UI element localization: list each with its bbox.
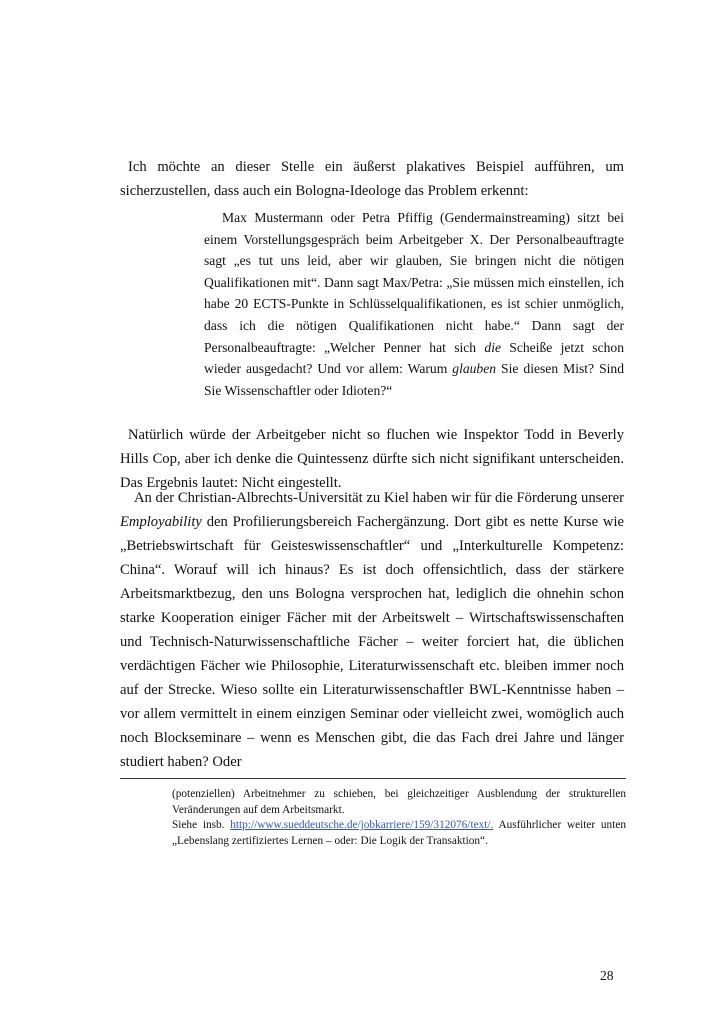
quote-emphasis-die: die <box>484 339 501 355</box>
footnote-divider <box>120 778 626 779</box>
paragraph-2: Natürlich würde der Arbeitgeber nicht so fluchen wie Inspektor Todd in Beverly Hills Cop, aber ich denke die Quintessenz dürfte sich nicht signifikant unterscheiden. Das Ergebnis lautet: Nicht eingestellt. <box>120 427 624 491</box>
footnote-prefix: Siehe insb. <box>172 819 231 831</box>
quote-text-3: Sie diesen Mist? Sind Sie Wissenschaftler oder Idioten?“ <box>204 361 624 398</box>
paragraph-3 <box>120 486 624 774</box>
quote-text-2: Scheiße jetzt schon wieder ausgedacht? Und vor allem: Warum <box>204 339 624 377</box>
sueddeutsche-link[interactable]: http://www.sueddeutsche.de/jobkarriere/159/312076/text/. <box>230 819 494 831</box>
footnote-reference <box>172 818 626 849</box>
quote-emphasis-glauben: glauben <box>452 361 497 377</box>
footnote-suffix: Ausführlicher weiter unten „Lebenslang zertifiziertes Lernen – oder: Die Logik der Transaktion“. <box>172 819 627 847</box>
paragraph-3-text-2: den Profilierungsbereich Fachergänzung. Dort gibt es nette Kurse wie „Betriebswirtschaft für Geisteswissenschaftler“ und „Interkulturelle Kompetenz: China“. Worauf will ich hinaus? Es ist doch offensichtlich, dass der stärkere Arbeitsmarktbezug, den uns Bologna versprochen hat, lediglich die ohnehin schon starke Kooperation einiger Fächer mit der Arbeitswelt – Wirtschaftswissenschaften und Technisch-Naturwissenschaftliche Fächer – weiter forciert hat, die üblichen verdächtigen Fächer wie Philosophie, Literaturwissenschaft etc. bleiben immer noch auf der Strecke. Wieso sollte ein Literaturwissenschaftler BWL-Kenntnisse haben – vor allem vermittelt in einem einzigen Seminar oder vielleicht zwei, womöglich auch noch Blockseminare – wenn es Menschen gibt, die das Fach drei Jahre und länger studiert haben? Oder <box>120 514 624 770</box>
quote-text-1: Max Mustermann oder Petra Pfiffig (Gendermainstreaming) sitzt bei einem Vorstellungsgespräch beim Arbeitgeber X. Der Personalbeauftragte sagt „es tut uns leid, aber wir glauben, Sie bringen nicht die nötigen Qualifikationen mit“. Dann sagt Max/Petra: „Sie müssen mich einstellen, ich habe 20 ECTS-Punkte in Schlüsselqualifikationen, es ist schier unmöglich, dass ich die nötigen Qualifikationen nicht habe.“ Dann sagt der Personalbeauftragte: „Welcher Penner hat sich <box>204 210 624 355</box>
page-number: 28 <box>600 968 614 983</box>
paragraph-3-text-1: An der Christian-Albrechts-Universität zu Kiel haben wir für die Förderung unserer <box>134 490 624 506</box>
footnote-continuation: (potenziellen) Arbeitnehmer zu schieben, bei gleichzeitiger Ausblendung der strukturellen Veränderungen auf dem Arbeitsmarkt. <box>172 788 626 816</box>
block-quote <box>204 207 624 401</box>
employability-emphasis: Employability <box>120 514 202 530</box>
intro-paragraph: Ich möchte an dieser Stelle ein äußerst plakatives Beispiel aufführen, um sicherzustellen, dass auch ein Bologna-Ideologe das Problem erkennt: <box>120 159 624 199</box>
